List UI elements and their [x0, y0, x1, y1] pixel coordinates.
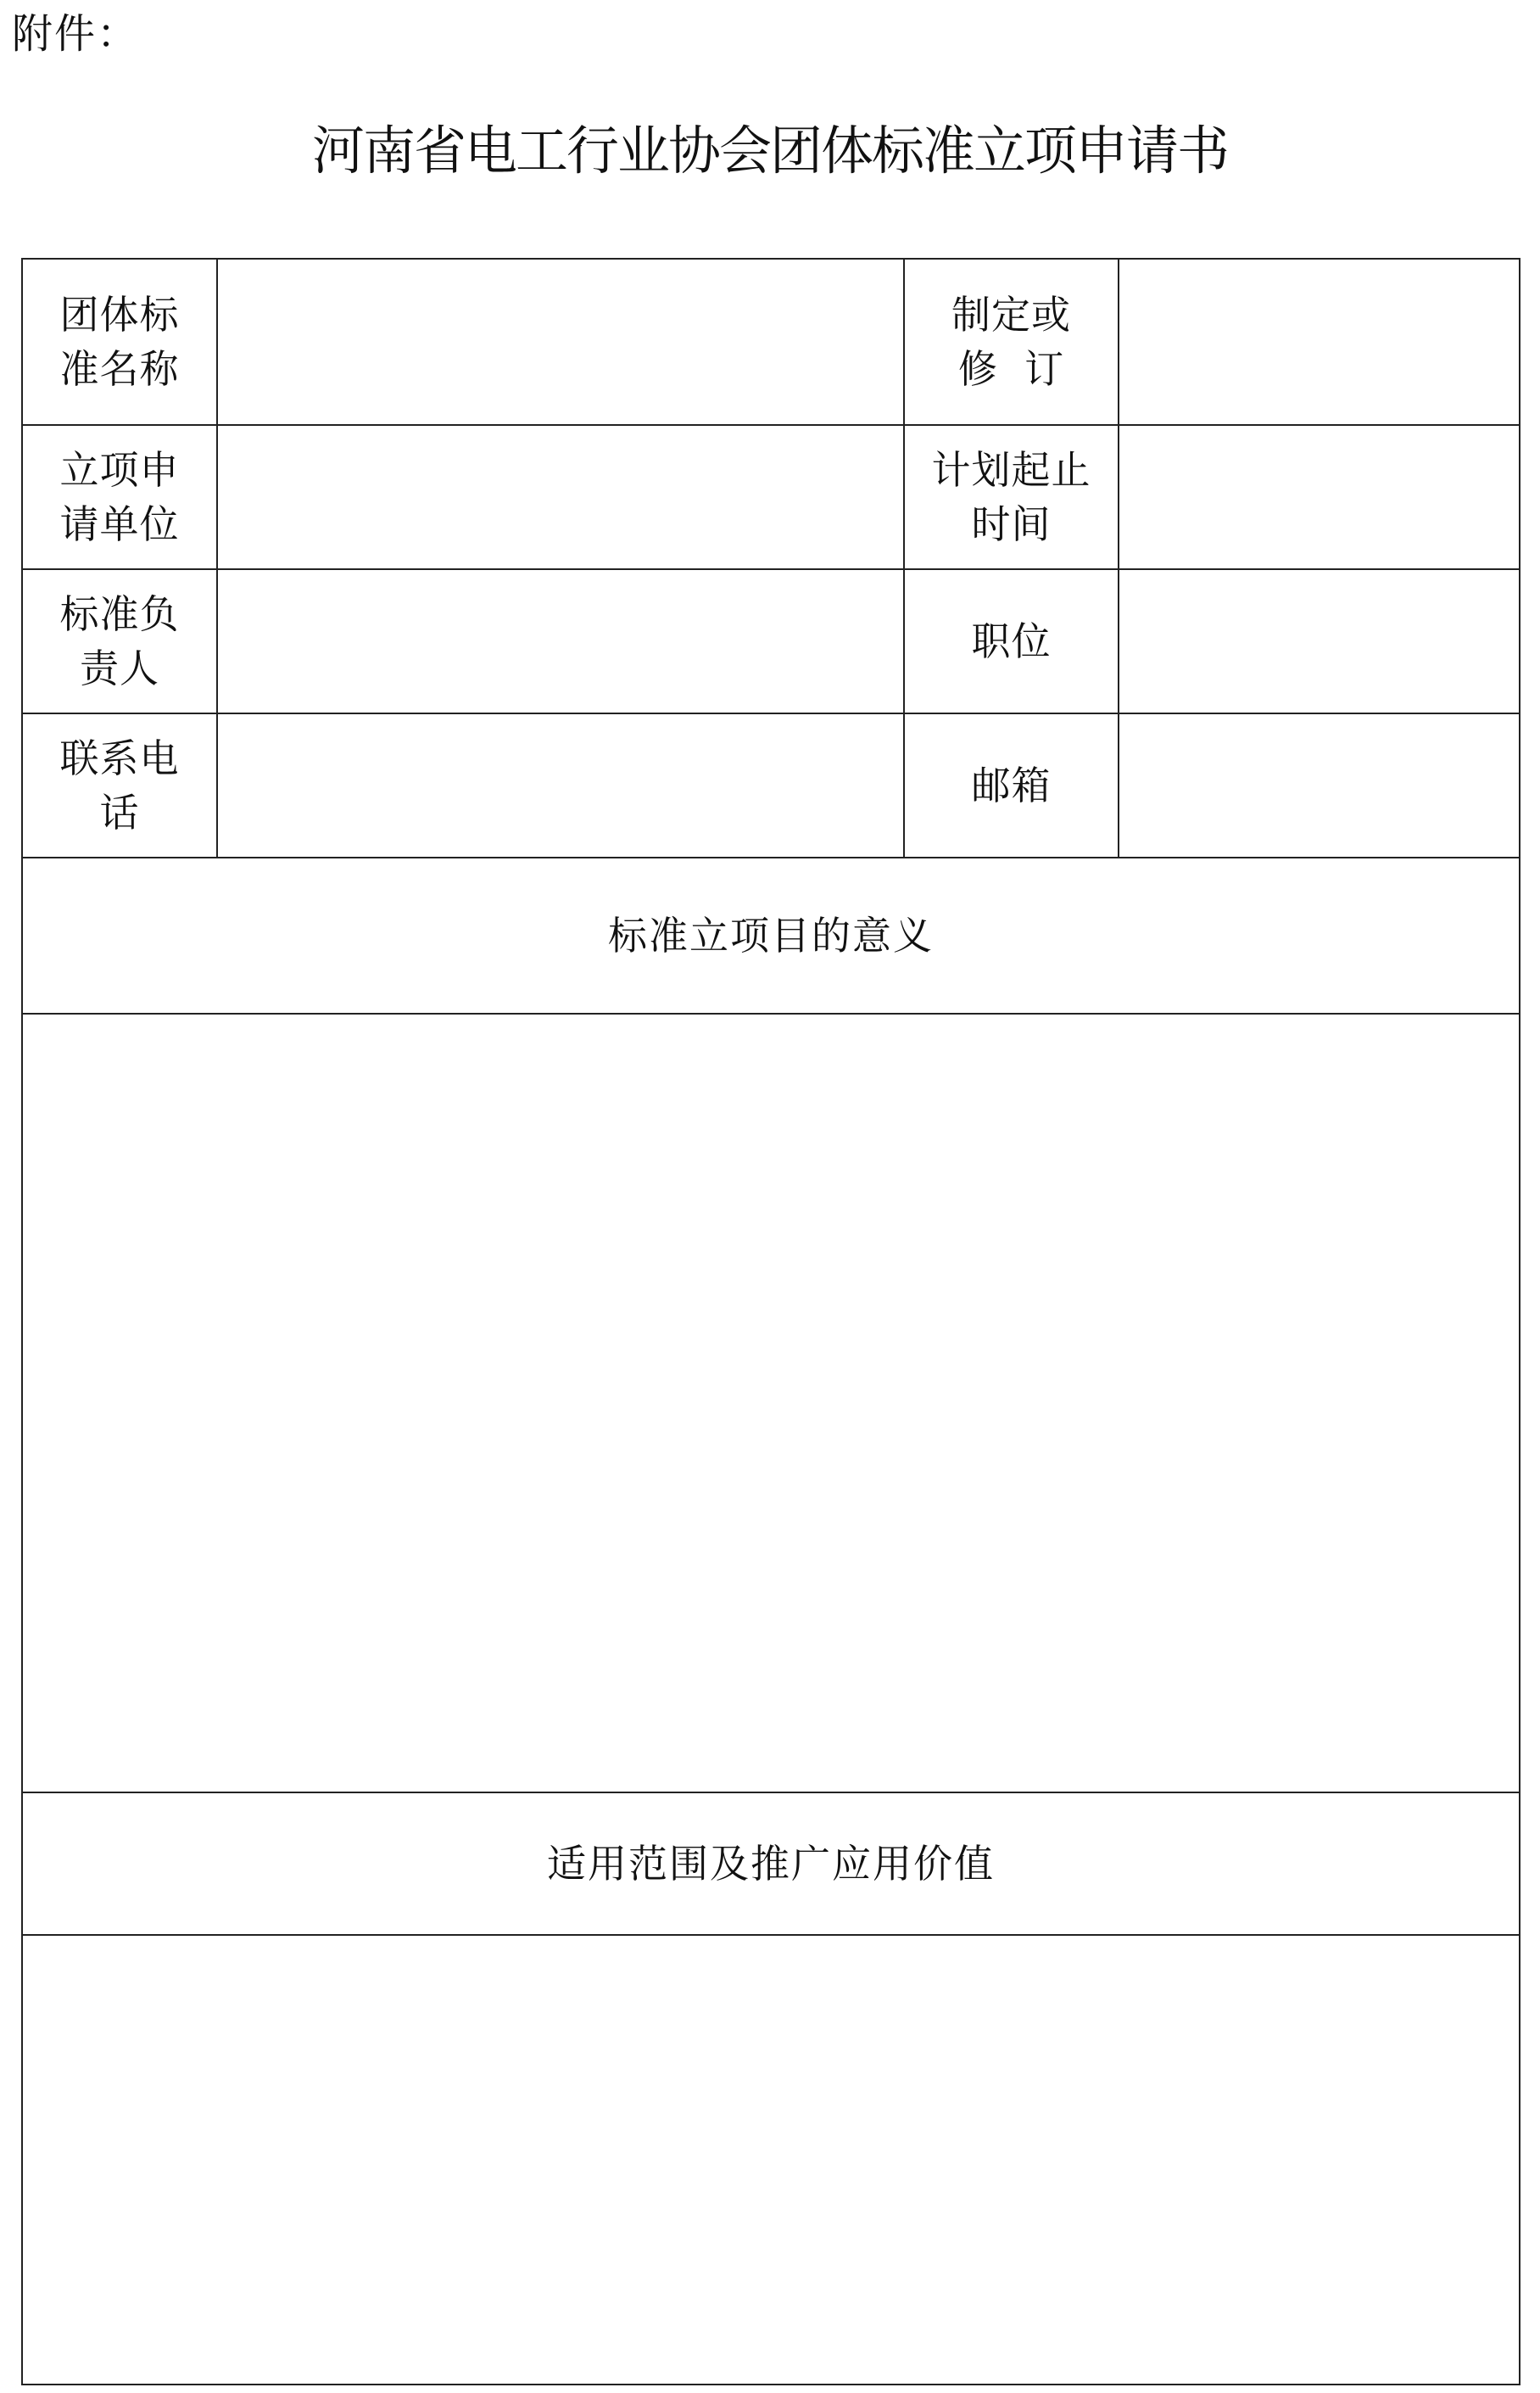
standard-lead-field[interactable]: [217, 569, 904, 713]
label-applicant-unit: 立项申 请单位: [22, 425, 217, 569]
standard-name-field[interactable]: [217, 259, 904, 425]
label-formulate-or-revise: 制定或 修 订: [904, 259, 1119, 425]
scope-content-area[interactable]: [22, 1935, 1520, 2385]
label-position: 职位: [904, 569, 1119, 713]
significance-content-area[interactable]: [22, 1014, 1520, 1792]
applicant-unit-field[interactable]: [217, 425, 904, 569]
label-contact-phone: 联系电 话: [22, 713, 217, 858]
email-field[interactable]: [1119, 713, 1520, 858]
label-standard-lead: 标准负 责人: [22, 569, 217, 713]
application-form-table: [21, 258, 1520, 2385]
document-title: 河南省电工行业协会团体标准立项申请书: [311, 120, 1228, 182]
planned-period-field[interactable]: [1119, 425, 1520, 569]
row-applicant-unit: [22, 425, 1520, 569]
row-contact-phone: [22, 713, 1520, 858]
row-standard-name: [22, 259, 1520, 425]
section-heading-significance: 标准立项目的意义: [22, 858, 1520, 1014]
label-standard-name: 团体标 准名称: [22, 259, 217, 425]
position-field[interactable]: [1119, 569, 1520, 713]
section-body-row-scope: [22, 1935, 1520, 2385]
section-body-row-significance: [22, 1014, 1520, 1792]
label-email: 邮箱: [904, 713, 1119, 858]
formulate-or-revise-field[interactable]: [1119, 259, 1520, 425]
section-heading-scope: 适用范围及推广应用价值: [22, 1792, 1520, 1935]
contact-phone-field[interactable]: [217, 713, 904, 858]
section-heading-row-scope: [22, 1792, 1520, 1935]
label-planned-period: 计划起止 时间: [904, 425, 1119, 569]
section-heading-row-significance: [22, 858, 1520, 1014]
attachment-label: 附件：: [12, 10, 140, 58]
row-standard-lead: [22, 569, 1520, 713]
